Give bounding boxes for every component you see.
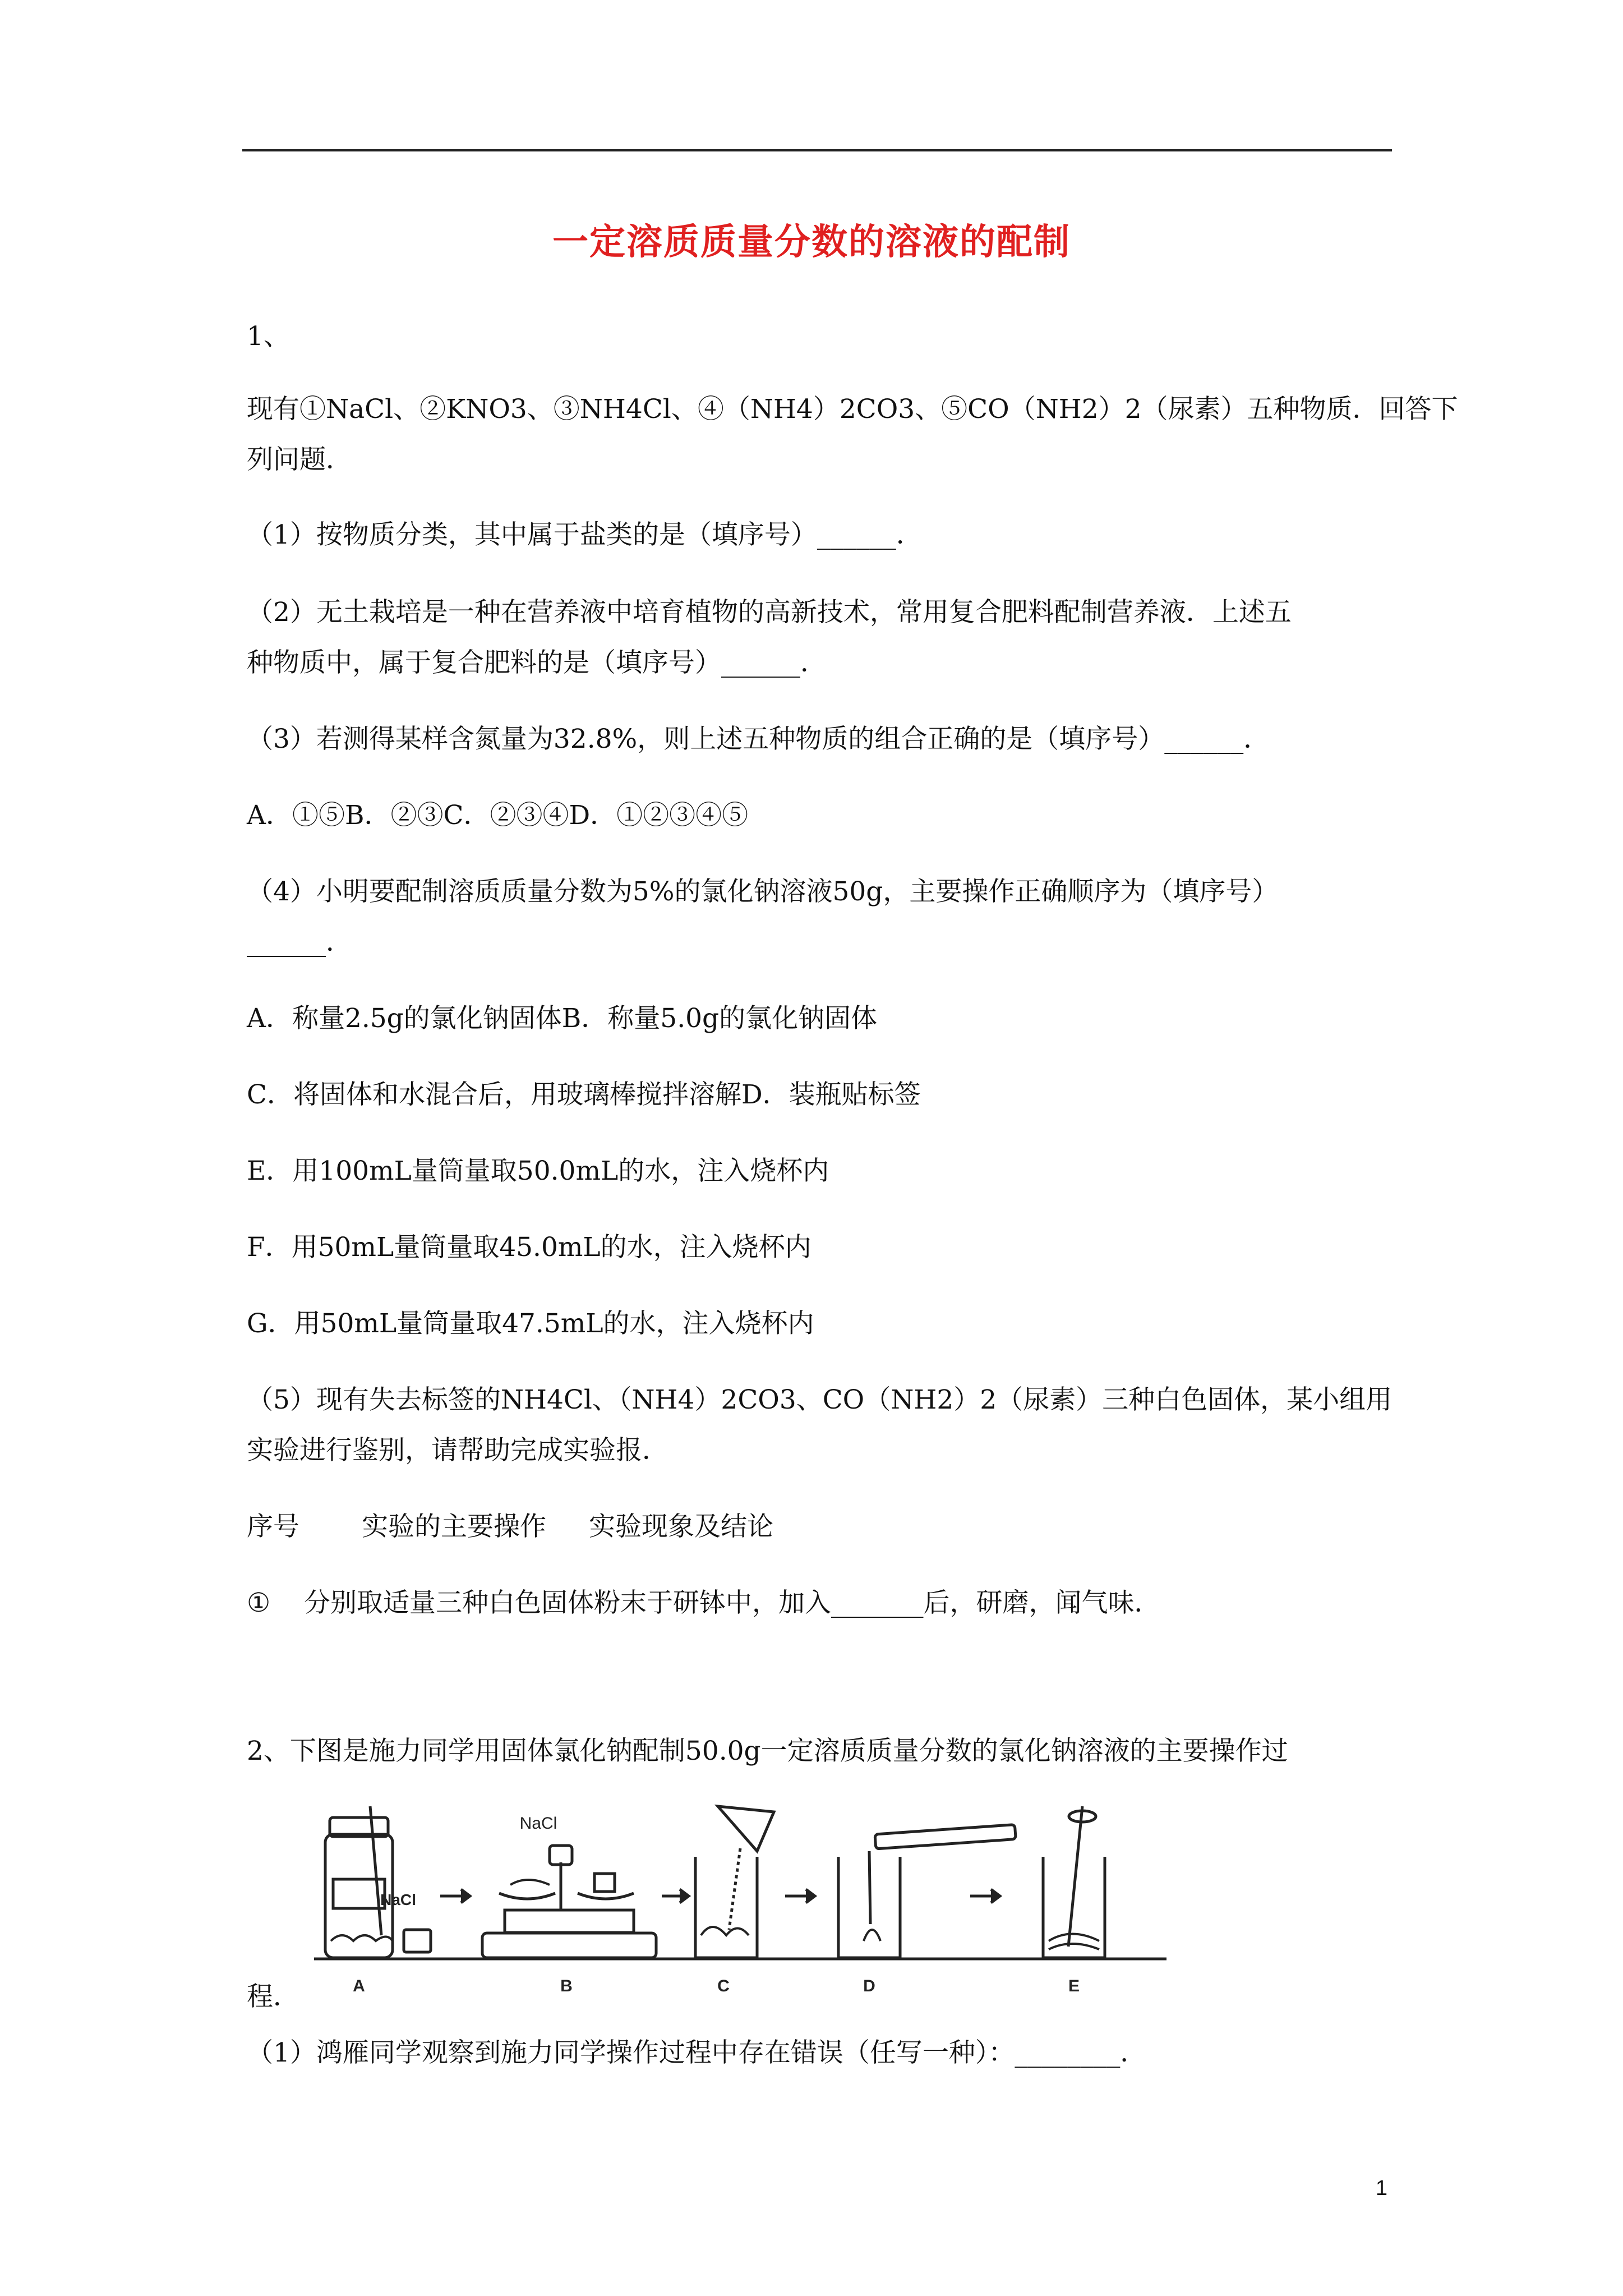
- question-2-intro-cont: 程．: [247, 1981, 299, 2012]
- reagent-jar-icon: [325, 1806, 431, 1958]
- option-e: E．用100mL量筒量取50.0mL的水，注入烧杯内: [247, 1156, 829, 1186]
- page-number: 1: [1375, 2177, 1387, 2200]
- question-1-part-2: （2）无土栽培是一种在营养液中培育植物的高新技术，常用复合肥料配制营养液．上述五: [247, 597, 1292, 628]
- balance-label: NaCl: [519, 1814, 557, 1833]
- question-1-part-3: （3）若测得某样含氮量为32.8%，则上述五种物质的组合正确的是（填序号）______．: [247, 724, 1270, 754]
- question-1-part-3-options: A．①⑤B．②③C．②③④D．①②③④⑤: [247, 800, 749, 831]
- lab-procedure-figure: [314, 1795, 1166, 2019]
- question-2-part-1: （1）鸿雁同学观察到施力同学操作过程中存在错误（任写一种）：________．: [247, 2037, 1147, 2068]
- question-1-part-5: （5）现有失去标签的NH4Cl、（NH4）2CO3、CO（NH2）2（尿素）三种白色固体，某小组用: [247, 1384, 1393, 1415]
- figure-label-d: D: [863, 1977, 875, 1995]
- figure-label-c: C: [717, 1977, 730, 1995]
- table-row: [247, 1586, 1368, 1620]
- table-cell-no: ①: [247, 1588, 271, 1618]
- table-header-result: 实验现象及结论: [589, 1511, 773, 1542]
- beaker-graduated-cylinder-icon: [838, 1825, 1016, 1958]
- figure-label-a: A: [353, 1977, 365, 1995]
- option-cd: C．将固体和水混合后，用玻璃棒搅拌溶解D．装瓶贴标签: [247, 1079, 921, 1110]
- question-1-part-5-cont: 实验进行鉴别，请帮助完成实验报．: [247, 1435, 668, 1466]
- arrow-icon: [440, 1889, 1000, 1903]
- figure-label-b: B: [560, 1977, 573, 1995]
- option-f: F．用50mL量筒量取45.0mL的水，注入烧杯内: [247, 1232, 811, 1263]
- question-1-intro-cont: 列问题．: [247, 444, 352, 475]
- question-1-part-2-cont: 种物质中，属于复合肥料的是（填序号）______．: [247, 647, 827, 678]
- header-rule: [242, 149, 1392, 151]
- page-title: 一定溶质质量分数的溶液的配制: [552, 222, 1071, 263]
- table-cell-operation: 分别取适量三种白色固体粉末于研钵中，加入_______后，研磨，闻气味．: [304, 1588, 1161, 1618]
- balance-icon: [482, 1846, 656, 1958]
- figure-label-e: E: [1068, 1977, 1080, 1995]
- question-1-part-4-cont: ______．: [247, 927, 352, 958]
- question-1-part-1: （1）按物质分类，其中属于盐类的是（填序号）______．: [247, 519, 923, 550]
- beaker-pouring-icon: [695, 1806, 774, 1958]
- table-header-row: [247, 1510, 1368, 1544]
- question-2-intro: 2、下图是施力同学用固体氯化钠配制50.0g一定溶质质量分数的氯化钠溶液的主要操作过: [247, 1736, 1288, 1766]
- option-g: G．用50mL量筒量取47.5mL的水，注入烧杯内: [247, 1308, 814, 1339]
- question-1-part-4: （4）小明要配制溶质质量分数为5%的氯化钠溶液50g，主要操作正确顺序为（填序号）: [247, 876, 1279, 907]
- table-header-no: 序号: [247, 1511, 299, 1542]
- option-ab: A．称量2.5g的氯化钠固体B．称量5.0g的氯化钠固体: [247, 1003, 878, 1034]
- table-header-operation: 实验的主要操作: [362, 1511, 546, 1542]
- beaker-stirring-icon: [1043, 1806, 1105, 1958]
- question-1-intro: 现有①NaCl、②KNO3、③NH4Cl、④（NH4）2CO3、⑤CO（NH2）2（尿素）五种物质．回答下: [247, 394, 1458, 425]
- question-1-number: 1、: [247, 321, 290, 352]
- jar-label: NaCl: [380, 1891, 416, 1908]
